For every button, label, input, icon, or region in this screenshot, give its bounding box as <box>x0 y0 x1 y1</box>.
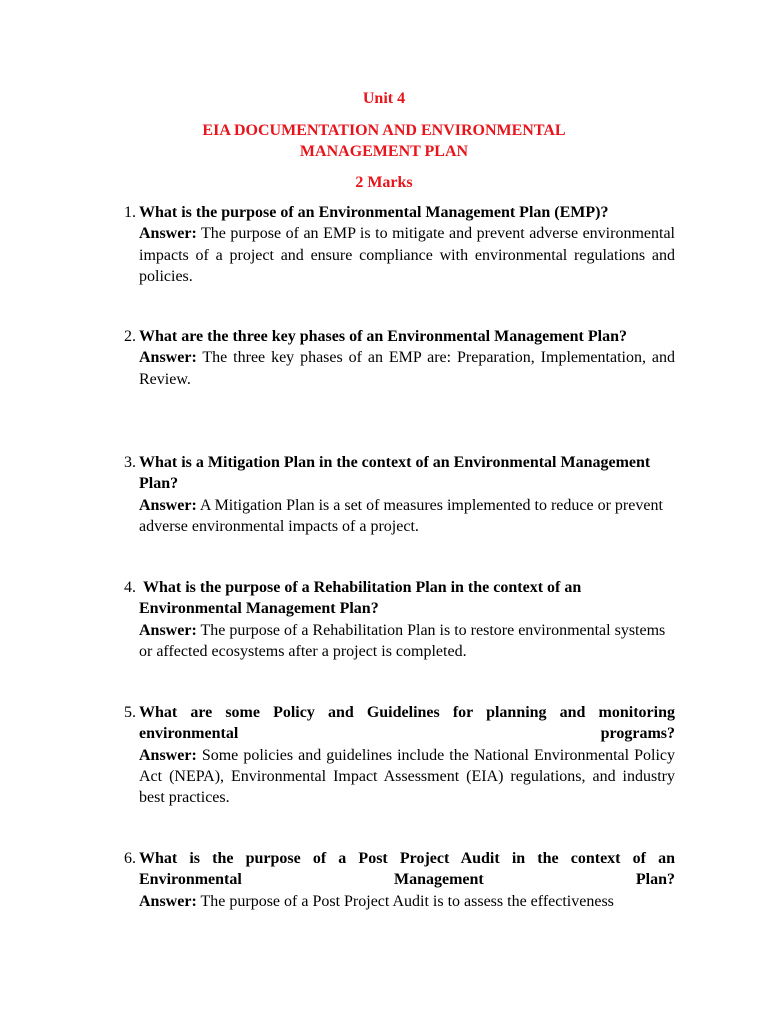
marks-heading: 2 Marks <box>355 174 413 191</box>
qa-item-4 <box>124 577 675 662</box>
answer-block <box>139 495 675 538</box>
question-number: 5. <box>124 704 136 721</box>
question-number: 2. <box>124 328 136 345</box>
unit-heading: Unit 4 <box>362 90 406 107</box>
question-number: 4. <box>124 579 136 596</box>
answer-label: Answer: <box>139 746 197 764</box>
question-text: What is the purpose of a Rehabilitation Plan in the context of an Environmental Management Plan? <box>139 579 582 618</box>
qa-item-5 <box>124 702 676 808</box>
answer-text: A Mitigation Plan is a set of measures implemented to reduce or prevent adverse environmental impacts of a project. <box>139 496 663 535</box>
qa-item-3 <box>124 452 675 537</box>
answer-label: Answer: <box>139 621 197 639</box>
answer-label: Answer: <box>139 225 197 243</box>
question-text: What is the purpose of an Environmental Management Plan (EMP)? <box>139 204 609 221</box>
question-number: 1. <box>124 204 136 221</box>
answer-text: The purpose of an EMP is to mitigate and prevent adverse environmental impacts of a project and ensure compliance with environmental regulations and policies. <box>139 225 675 285</box>
answer-label: Answer: <box>139 496 197 514</box>
answer-block <box>139 891 675 912</box>
answer-label: Answer: <box>139 892 197 910</box>
question-number: 6. <box>124 850 136 867</box>
answer-label: Answer: <box>139 349 197 367</box>
qa-item-6 <box>124 848 675 912</box>
answer-block <box>139 223 675 287</box>
answer-text: Some policies and guidelines include the National Environmental Policy Act (NEPA), Environmental Impact Assessment (EIA) regulations, and industry best practices. <box>139 746 676 807</box>
answer-text: The purpose of a Rehabilitation Plan is to restore environmental systems or affected ecosystems after a project is completed. <box>139 621 666 660</box>
question-text: What is a Mitigation Plan in the context of an Environmental Management Plan? <box>139 454 651 493</box>
qa-item-2 <box>124 326 675 390</box>
answer-text: The three key phases of an EMP are: Preparation, Implementation, and Review. <box>139 349 675 388</box>
answer-block <box>139 347 675 390</box>
answer-block <box>139 745 675 809</box>
answer-block <box>139 620 675 663</box>
question-text: What is the purpose of a Post Project Audit in the context of an Environmental Management Plan? <box>139 850 675 889</box>
question-number: 3. <box>124 454 136 471</box>
qa-item-1 <box>124 202 675 287</box>
question-text: What are the three key phases of an Environmental Management Plan? <box>139 328 627 345</box>
answer-text: The purpose of a Post Project Audit is to assess the effectiveness <box>200 892 614 910</box>
question-text: What are some Policy and Guidelines for planning and monitoring environmental programs? <box>139 704 675 743</box>
document-title: EIA DOCUMENTATION AND ENVIRONMENTAL MANAGEMENT PLAN <box>202 122 566 160</box>
